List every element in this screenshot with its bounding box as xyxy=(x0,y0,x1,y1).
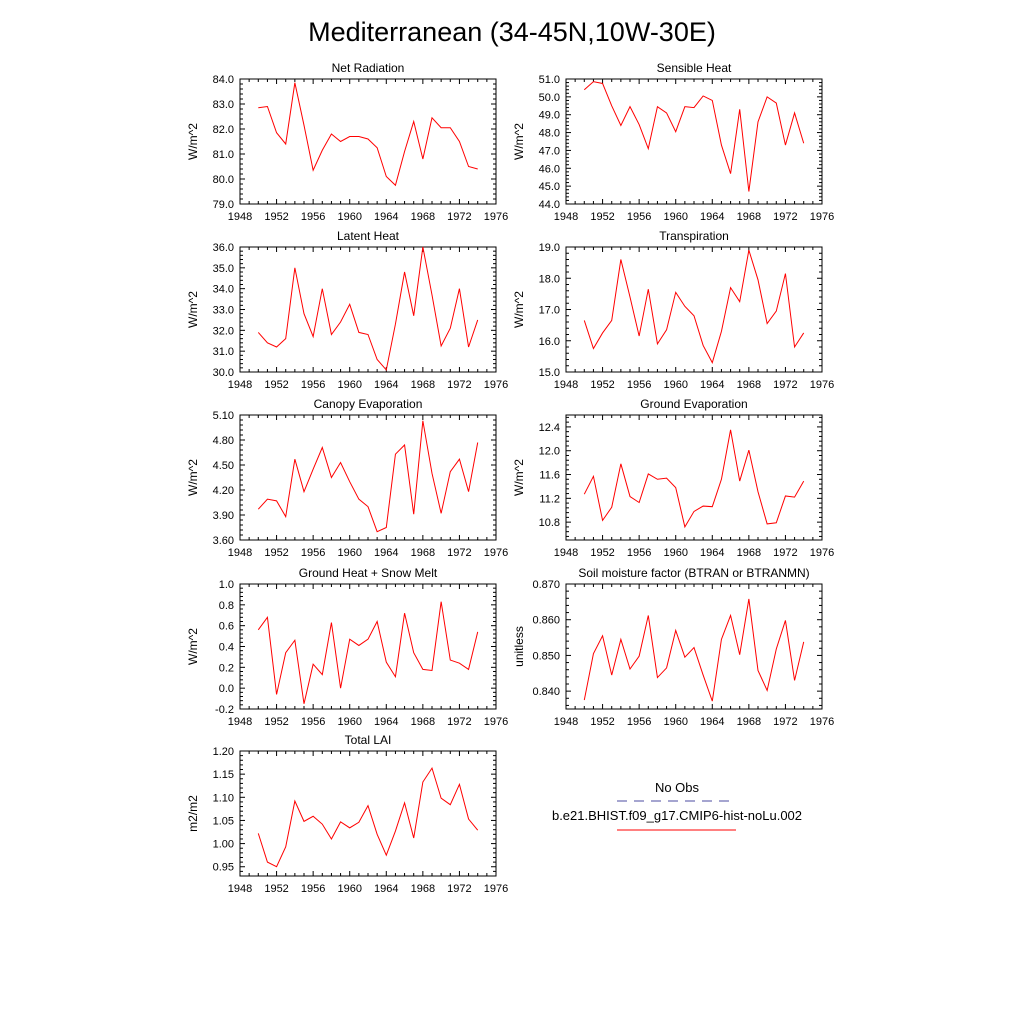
x-tick-label: 1960 xyxy=(337,883,362,895)
legend-obs-label: No Obs xyxy=(654,780,700,795)
y-tick-label: 31.0 xyxy=(212,346,234,359)
panel-title: Sensible Heat xyxy=(656,61,732,75)
y-tick-label: 32.0 xyxy=(212,325,234,338)
y-tick-label: 19.0 xyxy=(538,242,560,254)
y-axis-label: W/m^2 xyxy=(186,123,200,160)
y-tick-label: 79.0 xyxy=(212,199,234,211)
y-tick-label: 0.0 xyxy=(218,683,234,696)
y-tick-label: 0.4 xyxy=(218,641,234,654)
x-tick-label: 1976 xyxy=(483,379,509,391)
x-tick-label: 1952 xyxy=(590,379,615,391)
y-tick-label: 1.15 xyxy=(212,769,234,782)
y-axis-label: W/m^2 xyxy=(512,459,526,496)
y-tick-label: 50.0 xyxy=(538,91,560,104)
x-tick-label: 1968 xyxy=(736,211,762,223)
x-tick-label: 1952 xyxy=(264,379,289,391)
x-tick-label: 1948 xyxy=(227,379,253,391)
x-tick-label: 1968 xyxy=(736,379,762,391)
y-tick-label: 18.0 xyxy=(538,273,560,286)
x-tick-label: 1972 xyxy=(447,211,472,223)
panel-title: Ground Evaporation xyxy=(640,397,748,411)
x-tick-label: 1948 xyxy=(553,547,579,559)
x-tick-label: 1948 xyxy=(227,716,253,728)
x-tick-label: 1972 xyxy=(773,547,798,559)
x-tick-label: 1960 xyxy=(337,211,362,223)
x-tick-label: 1960 xyxy=(337,547,362,559)
y-tick-label: 81.0 xyxy=(212,149,234,161)
x-tick-label: 1968 xyxy=(410,716,436,728)
y-tick-label: 0.2 xyxy=(218,662,234,675)
y-tick-label: 1.20 xyxy=(212,746,234,758)
y-tick-label: 46.0 xyxy=(538,163,560,176)
x-tick-label: 1972 xyxy=(773,716,798,728)
x-tick-label: 1956 xyxy=(300,547,326,559)
x-tick-label: 1964 xyxy=(700,379,725,391)
x-tick-label: 1960 xyxy=(663,547,688,559)
y-tick-label: 0.860 xyxy=(532,614,560,627)
x-tick-label: 1972 xyxy=(447,716,472,728)
y-tick-label: 0.8 xyxy=(218,599,234,612)
x-tick-label: 1960 xyxy=(663,211,688,223)
y-tick-label: 11.6 xyxy=(539,469,560,482)
x-tick-label: 1976 xyxy=(483,547,509,559)
x-tick-label: 1968 xyxy=(410,883,436,895)
y-axis-label: W/m^2 xyxy=(186,628,200,665)
x-tick-label: 1968 xyxy=(736,547,762,559)
legend-model-label: b.e21.BHIST.f09_g17.CMIP6-hist-noLu.002 xyxy=(551,808,803,823)
x-tick-label: 1968 xyxy=(410,211,436,223)
x-tick-label: 1952 xyxy=(590,547,615,559)
x-tick-label: 1964 xyxy=(700,716,725,728)
y-tick-label: 0.6 xyxy=(218,620,234,633)
x-tick-label: 1968 xyxy=(410,379,436,391)
y-tick-label: 45.0 xyxy=(538,181,560,194)
x-tick-label: 1964 xyxy=(374,883,399,895)
x-tick-label: 1976 xyxy=(483,211,509,223)
y-tick-label: 1.10 xyxy=(212,792,234,805)
panel-title: Latent Heat xyxy=(336,229,400,243)
y-tick-label: 0.840 xyxy=(532,686,560,699)
panel-title: Ground Heat + Snow Melt xyxy=(298,566,438,580)
x-tick-label: 1956 xyxy=(626,379,652,391)
y-tick-label: 51.0 xyxy=(538,74,560,86)
y-tick-label: 3.60 xyxy=(212,535,234,547)
y-axis-label: W/m^2 xyxy=(186,291,200,328)
x-tick-label: 1964 xyxy=(374,716,399,728)
y-tick-label: 17.0 xyxy=(538,304,560,317)
y-tick-label: 16.0 xyxy=(538,335,560,348)
x-tick-label: 1976 xyxy=(483,716,509,728)
y-tick-label: 4.50 xyxy=(212,460,234,472)
y-tick-label: 10.8 xyxy=(538,517,560,530)
x-tick-label: 1976 xyxy=(483,883,509,895)
y-tick-label: 33.0 xyxy=(212,304,234,317)
x-tick-label: 1964 xyxy=(374,379,399,391)
panel-title: Total LAI xyxy=(344,733,392,747)
y-tick-label: 44.0 xyxy=(538,199,560,211)
y-tick-label: 80.0 xyxy=(212,174,234,186)
y-axis-label: W/m^2 xyxy=(512,291,526,328)
x-tick-label: 1956 xyxy=(626,547,652,559)
y-tick-label: 1.0 xyxy=(218,579,234,591)
panel-title: Soil moisture factor (BTRAN or BTRANMN) xyxy=(578,566,810,580)
x-tick-label: 1972 xyxy=(447,547,472,559)
y-tick-label: 82.0 xyxy=(212,124,234,136)
panel-title: Canopy Evaporation xyxy=(313,397,423,411)
x-tick-label: 1952 xyxy=(264,547,289,559)
x-tick-label: 1964 xyxy=(700,211,725,223)
y-tick-label: 34.0 xyxy=(212,283,234,296)
y-tick-label: 12.4 xyxy=(538,421,560,434)
y-tick-label: 1.05 xyxy=(212,815,234,828)
x-tick-label: 1976 xyxy=(809,211,835,223)
x-tick-label: 1956 xyxy=(300,211,326,223)
x-tick-label: 1964 xyxy=(700,547,725,559)
x-tick-label: 1948 xyxy=(553,211,579,223)
x-tick-label: 1952 xyxy=(590,211,615,223)
y-tick-label: -0.2 xyxy=(215,704,234,716)
x-tick-label: 1960 xyxy=(663,716,688,728)
y-tick-label: 15.0 xyxy=(538,367,560,379)
x-tick-label: 1976 xyxy=(809,379,835,391)
x-tick-label: 1948 xyxy=(227,211,253,223)
x-tick-label: 1960 xyxy=(337,716,362,728)
x-tick-label: 1968 xyxy=(736,716,762,728)
y-tick-label: 83.0 xyxy=(212,99,234,111)
x-tick-label: 1956 xyxy=(626,716,652,728)
x-tick-label: 1972 xyxy=(773,211,798,223)
y-tick-label: 11.2 xyxy=(539,493,560,506)
y-tick-label: 0.870 xyxy=(532,579,560,591)
x-tick-label: 1964 xyxy=(374,547,399,559)
panel-title: Transpiration xyxy=(659,229,729,243)
y-tick-label: 3.90 xyxy=(212,510,234,522)
x-tick-label: 1976 xyxy=(809,716,835,728)
x-tick-label: 1972 xyxy=(447,379,472,391)
y-tick-label: 12.0 xyxy=(538,445,560,458)
x-tick-label: 1948 xyxy=(227,547,253,559)
x-tick-label: 1948 xyxy=(553,379,579,391)
figure-title: Mediterranean (34-45N,10W-30E) xyxy=(308,17,716,47)
x-tick-label: 1960 xyxy=(337,379,362,391)
y-tick-label: 1.00 xyxy=(212,838,234,851)
x-tick-label: 1968 xyxy=(410,547,436,559)
x-tick-label: 1948 xyxy=(227,883,253,895)
y-axis-label: W/m^2 xyxy=(512,123,526,160)
x-tick-label: 1956 xyxy=(626,211,652,223)
y-axis-label: W/m^2 xyxy=(186,459,200,496)
y-tick-label: 4.20 xyxy=(212,485,234,497)
panel-title: Net Radiation xyxy=(331,61,405,75)
x-tick-label: 1960 xyxy=(663,379,688,391)
x-tick-label: 1976 xyxy=(809,547,835,559)
y-tick-label: 30.0 xyxy=(212,367,234,379)
x-tick-label: 1952 xyxy=(590,716,615,728)
y-tick-label: 5.10 xyxy=(212,410,234,422)
y-tick-label: 35.0 xyxy=(212,262,234,275)
x-tick-label: 1956 xyxy=(300,716,326,728)
x-tick-label: 1972 xyxy=(447,883,472,895)
y-tick-label: 84.0 xyxy=(212,74,234,86)
x-tick-label: 1956 xyxy=(300,883,326,895)
y-tick-label: 47.0 xyxy=(538,145,560,158)
y-tick-label: 4.80 xyxy=(212,435,234,447)
x-tick-label: 1964 xyxy=(374,211,399,223)
y-axis-label: m2/m2 xyxy=(186,795,200,832)
x-tick-label: 1956 xyxy=(300,379,326,391)
x-tick-label: 1952 xyxy=(264,211,289,223)
x-tick-label: 1952 xyxy=(264,883,289,895)
y-tick-label: 36.0 xyxy=(212,242,234,254)
x-tick-label: 1972 xyxy=(773,379,798,391)
y-tick-label: 0.850 xyxy=(532,650,560,663)
y-tick-label: 0.95 xyxy=(212,861,234,874)
x-tick-label: 1948 xyxy=(553,716,579,728)
y-tick-label: 48.0 xyxy=(538,127,560,140)
x-tick-label: 1952 xyxy=(264,716,289,728)
y-axis-label: unitless xyxy=(512,626,526,667)
y-tick-label: 49.0 xyxy=(538,109,560,122)
